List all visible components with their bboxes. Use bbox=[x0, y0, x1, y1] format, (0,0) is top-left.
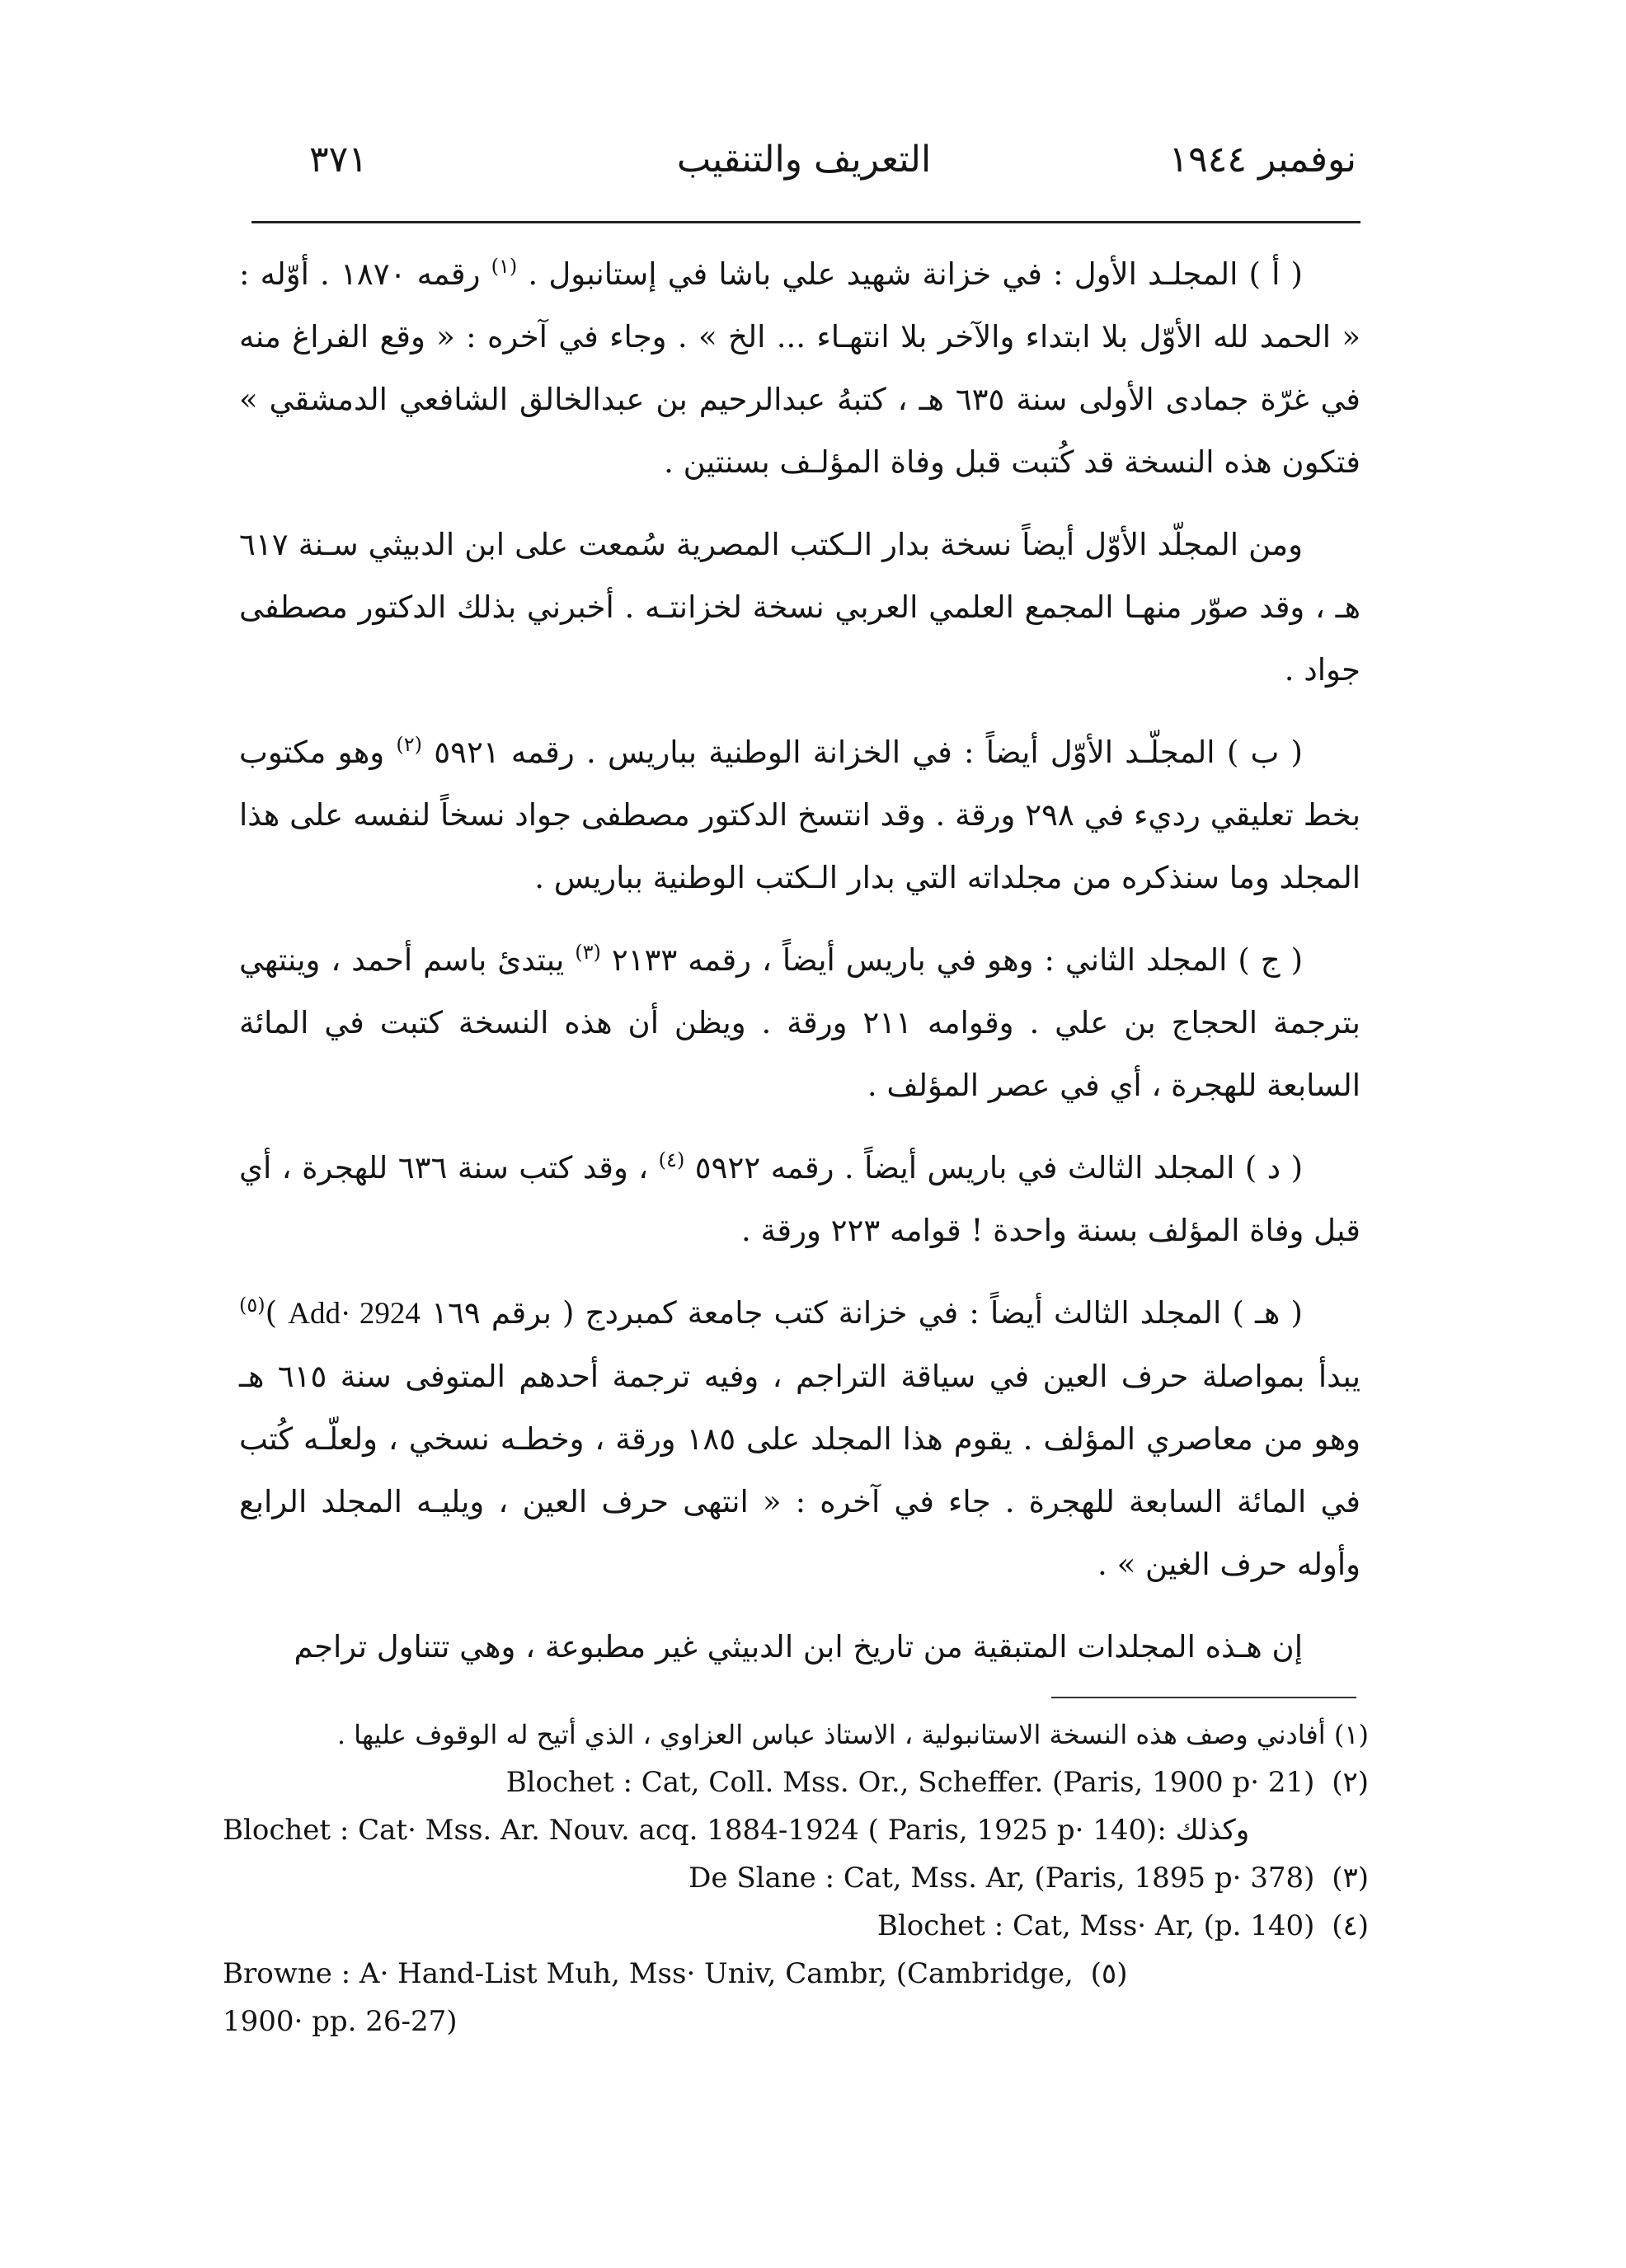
paragraph-text: يبتدئ باسم أحمد ، وينتهي بترجمة الحجاج بن علي . وقوامه ٢١١ ورقة . ويظن أن هذه النسخة كتبت في المائة السابعة للهجرة ، أي في عصر المؤلف . bbox=[239, 942, 1360, 1103]
footnote-rule bbox=[1051, 1697, 1356, 1698]
footnote-citation: Blochet : Cat, Mss· Ar, (p. 140) bbox=[876, 1909, 1315, 1942]
paragraph-text: وهو مكتوب بخط تعليقي رديء في ٢٩٨ ورقة . وقد انتسخ الدكتور مصطفى جواد نسخاً لنفسه على هذا المجلد وما سنذكره من مجلداته التي بدار الـكتب الوطنية بباريس . bbox=[239, 735, 1360, 895]
paragraph-text: ومن المجلّد الأوّل أيضاً نسخة بدار الـكتب المصرية سُمعت على ابن الدبيثي سـنة ٦١٧ هـ ، وقد صوّر منهـا المجمع العلمي العربي نسخة لخزانتـه . أخبرني بذلك الدكتور مصطفى جواد . bbox=[239, 527, 1360, 688]
footnote-number: (٣) bbox=[1332, 1862, 1369, 1895]
footnote-3 bbox=[223, 1854, 1369, 1902]
running-title: التعريف والتنقيب bbox=[676, 139, 932, 181]
footnote-4 bbox=[223, 1902, 1369, 1950]
paragraph-text: ( ب ) المجلّـد الأوّل أيضاً : في الخزانة الوطنية بباريس . رقمه ٥٩٢١ bbox=[434, 735, 1303, 770]
footnote-citation: Blochet : Cat· Mss. Ar. Nouv. acq. 1884-1924 ( Paris, 1925 p· 140) bbox=[223, 1814, 1158, 1847]
paragraph-closing bbox=[239, 1616, 1360, 1679]
manuscript-shelfmark: Add· 2924 bbox=[288, 1297, 421, 1331]
paragraph-e bbox=[239, 1282, 1360, 1596]
paragraph-d bbox=[239, 1137, 1360, 1262]
paragraph-text: ( أ ) المجلـد الأول : في خزانة شهيد علي باشا في إستانبول . bbox=[528, 256, 1303, 292]
footnote-number: (٢) bbox=[1332, 1766, 1369, 1799]
paragraph-text: إن هـذه المجلدات المتبقية من تاريخ ابن الدبيثي غير مطبوعة ، وهي تتناول تراجم bbox=[294, 1629, 1303, 1665]
paragraph-text: ( هـ ) المجلد الثالث أيضاً : في خزانة كتب جامعة كمبردج ( برقم ١٦٩ bbox=[431, 1295, 1303, 1331]
paragraph-text: ( د ) المجلد الثالث في باريس أيضاً . رقمه ٥٩٢٢ bbox=[694, 1150, 1304, 1186]
footnote-ref: (٤) bbox=[658, 1148, 685, 1172]
footnote-ref: (٢) bbox=[396, 733, 422, 756]
footnote-number: (٤) bbox=[1332, 1909, 1369, 1942]
paragraph-c bbox=[239, 929, 1360, 1117]
footnote-ref: (٣) bbox=[575, 941, 601, 964]
footnote-1: (١) أفادني وصف هذه النسخة الاستانبولية ، الاستاذ عباس العزاوي ، الذي أتيح له الوقوف عليها . bbox=[336, 1719, 1369, 1750]
footnote-number: (٥) bbox=[1090, 1957, 1128, 1990]
paragraph-a bbox=[239, 243, 1360, 494]
footnote-5-continued bbox=[223, 1998, 1369, 2045]
footnote-ref: (٥) bbox=[239, 1294, 266, 1317]
paragraph-a-extra bbox=[239, 514, 1360, 702]
page-number: ٣٧١ bbox=[309, 139, 368, 181]
footnotes bbox=[223, 1711, 1369, 2045]
footnote-citation: De Slane : Cat, Mss. Ar, (Paris, 1895 p· 378) bbox=[688, 1862, 1315, 1895]
footnote-ref: (١) bbox=[491, 255, 518, 278]
running-header bbox=[251, 132, 1356, 198]
footnote-citation: 1900· pp. 26-27) bbox=[223, 2005, 458, 2038]
footnote-citation: Browne : A· Hand-List Muh, Mss· Univ, Cambr, (Cambridge, bbox=[223, 1957, 1074, 1990]
footnote-citation: Blochet : Cat, Coll. Mss. Or., Scheffer. (Paris, 1900 p· 21) bbox=[505, 1766, 1315, 1799]
paragraph-text: يبدأ بمواصلة حرف العين في سياقة التراجم ، وفيه ترجمة أحدهم المتوفى سنة ٦١٥ هـ وهو من معاصري المؤلف . يقوم هذا المجلد على ١٨٥ ورقة ، وخطـه نسخي ، ولعلّـه كُتب في المائة السابعة للهجرة . جاء في آخره : « انتهى حرف العين ، ويليـه المجلد الرابع وأوله حرف الغين » . bbox=[239, 1359, 1361, 1582]
paragraph-text: ) bbox=[265, 1295, 278, 1331]
footnote-2 bbox=[223, 1759, 1369, 1806]
footnote-5 bbox=[223, 1950, 1369, 1998]
paragraph-text: ، وقد كتب سنة ٦٣٦ للهجرة ، أي قبل وفاة المؤلف بسنة واحدة ! قوامه ٢٢٣ ورقة . bbox=[239, 1150, 1360, 1248]
paragraph-text: ( ج ) المجلد الثاني : وهو في باريس أيضاً ، رقمه ٢١٣٣ bbox=[611, 942, 1304, 978]
footnote-2-continued bbox=[223, 1806, 1369, 1854]
issue-date: نوفمبر ١٩٤٤ bbox=[1168, 139, 1356, 181]
paragraph-text: رقمه ١٨٧٠ . أوّله : « الحمد لله الأوّل بلا ابتداء والآخر بلا انتهـاء ... الخ » . وجاء في آخره : « وقع الفراغ منه في غرّة جمادى الأولى سنة ٦٣٥ هـ ، كتبهُ عبدالرحيم بن عبدالخالق الشافعي الدمشقي » فتكون هذه النسخة قد كُتبت قبل وفاة المؤلـف بسنتين . bbox=[239, 256, 1360, 480]
body-text bbox=[239, 243, 1360, 1679]
paragraph-b bbox=[239, 721, 1360, 909]
footnote-connector: وكذلك : bbox=[1157, 1814, 1250, 1847]
header-rule bbox=[251, 221, 1360, 223]
